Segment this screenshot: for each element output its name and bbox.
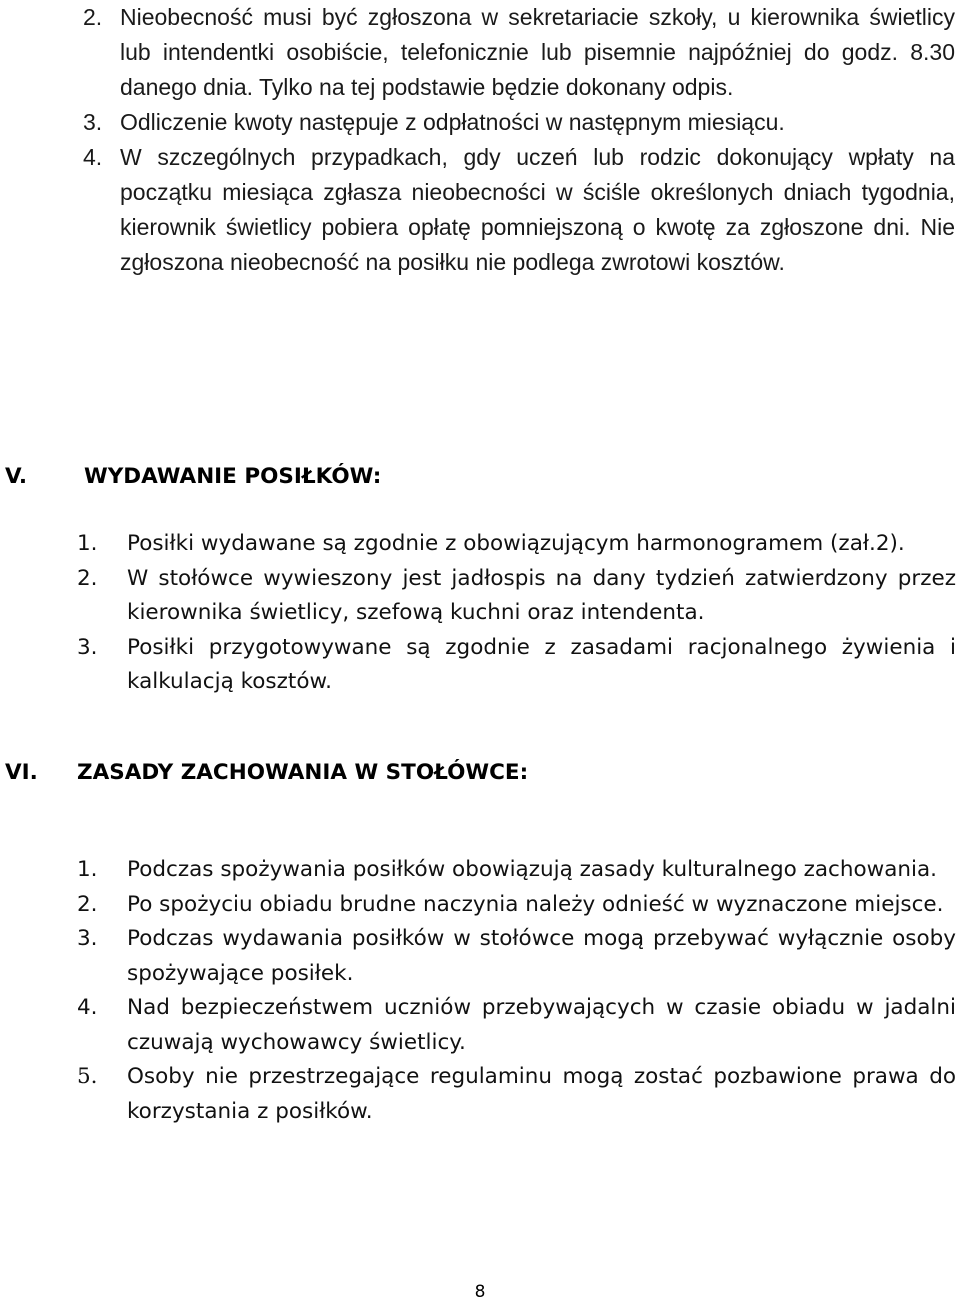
section-number: V. bbox=[5, 464, 28, 489]
list-item bbox=[0, 140, 960, 280]
section-heading-meal-distribution bbox=[5, 462, 905, 494]
list-item-text: Po spożyciu obiadu brudne naczynia należy odnieść w wyznaczone miejsce. bbox=[127, 891, 944, 917]
list-item-text: Odliczenie kwoty następuje z odpłatności w następnym miesiącu. bbox=[120, 109, 785, 135]
page-number: 8 bbox=[474, 1282, 486, 1302]
list-item bbox=[0, 991, 960, 1060]
list-item-text: Podczas spożywania posiłków obowiązują zasady kulturalnego zachowania. bbox=[127, 857, 938, 882]
list-item bbox=[0, 105, 960, 140]
section-title: WYDAWANIE POSIŁKÓW: bbox=[84, 464, 382, 489]
section-number: VI. bbox=[5, 760, 38, 785]
list-item bbox=[0, 853, 960, 888]
list-item-text: Nad bezpieczeństwem uczniów przebywających w czasie obiadu w jadalni czuwają wychowawcy świetlicy. bbox=[127, 995, 956, 1055]
list-item-number: 4. bbox=[77, 995, 98, 1020]
list-item-number: 3. bbox=[83, 109, 103, 135]
list-item-number: 5. bbox=[77, 1064, 98, 1089]
list-item-number: 3. bbox=[77, 634, 98, 660]
list-item-number: 2. bbox=[83, 4, 103, 30]
meal-distribution-list bbox=[0, 527, 960, 700]
list-item-text: Nieobecność musi być zgłoszona w sekretariacie szkoły, u kierownika świetlicy lub intendentki osobiście, telefonicznie lub pisemnie najpóźniej do godz. 8.30 danego dnia. Tylko na tej podstawie będzie dokonany odpis. bbox=[120, 4, 955, 100]
list-item-text: Podczas wydawania posiłków w stołówce mogą przebywać wyłącznie osoby spożywające posiłek. bbox=[127, 926, 956, 986]
list-item-number: 4. bbox=[83, 144, 103, 170]
list-item bbox=[0, 0, 960, 105]
list-item-number: 2. bbox=[77, 891, 98, 917]
list-item bbox=[0, 1060, 960, 1129]
list-item bbox=[0, 888, 960, 923]
list-item-number: 1. bbox=[77, 531, 98, 556]
list-item-number: 2. bbox=[77, 565, 98, 591]
list-item-text: Posiłki wydawane są zgodnie z obowiązującym harmonogramem (zał.2). bbox=[127, 531, 905, 556]
list-item-number: 3. bbox=[77, 926, 98, 951]
list-item-text: Osoby nie przestrzegające regulaminu mogą zostać pozbawione prawa do korzystania z posiłków. bbox=[127, 1064, 956, 1124]
list-item-text: W szczególnych przypadkach, gdy uczeń lub rodzic dokonujący wpłaty na początku miesiąca zgłasza nieobecności w ściśle określonych dniach tygodnia, kierownik świetlicy pobiera opłatę pomniejszoną o kwotę za zgłoszone dni. Nie zgłoszona nieobecność na posiłku nie podlega zwrotowi kosztów. bbox=[120, 144, 955, 275]
list-item-text: W stołówce wywieszony jest jadłospis na dany tydzień zatwierdzony przez kierownika świetlicy, szefową kuchni oraz intendenta. bbox=[127, 565, 956, 625]
list-item-number: 1. bbox=[77, 857, 98, 882]
list-item bbox=[0, 631, 960, 700]
payment-rules-list bbox=[0, 0, 960, 280]
list-item bbox=[0, 562, 960, 631]
list-item bbox=[0, 527, 960, 562]
list-item bbox=[0, 922, 960, 991]
canteen-conduct-list bbox=[0, 853, 960, 1129]
section-title: ZASADY ZACHOWANIA W STOŁÓWCE: bbox=[77, 760, 529, 785]
list-item-text: Posiłki przygotowywane są zgodnie z zasadami racjonalnego żywienia i kalkulacją kosztów. bbox=[127, 634, 956, 694]
section-heading-canteen-conduct bbox=[5, 758, 905, 790]
